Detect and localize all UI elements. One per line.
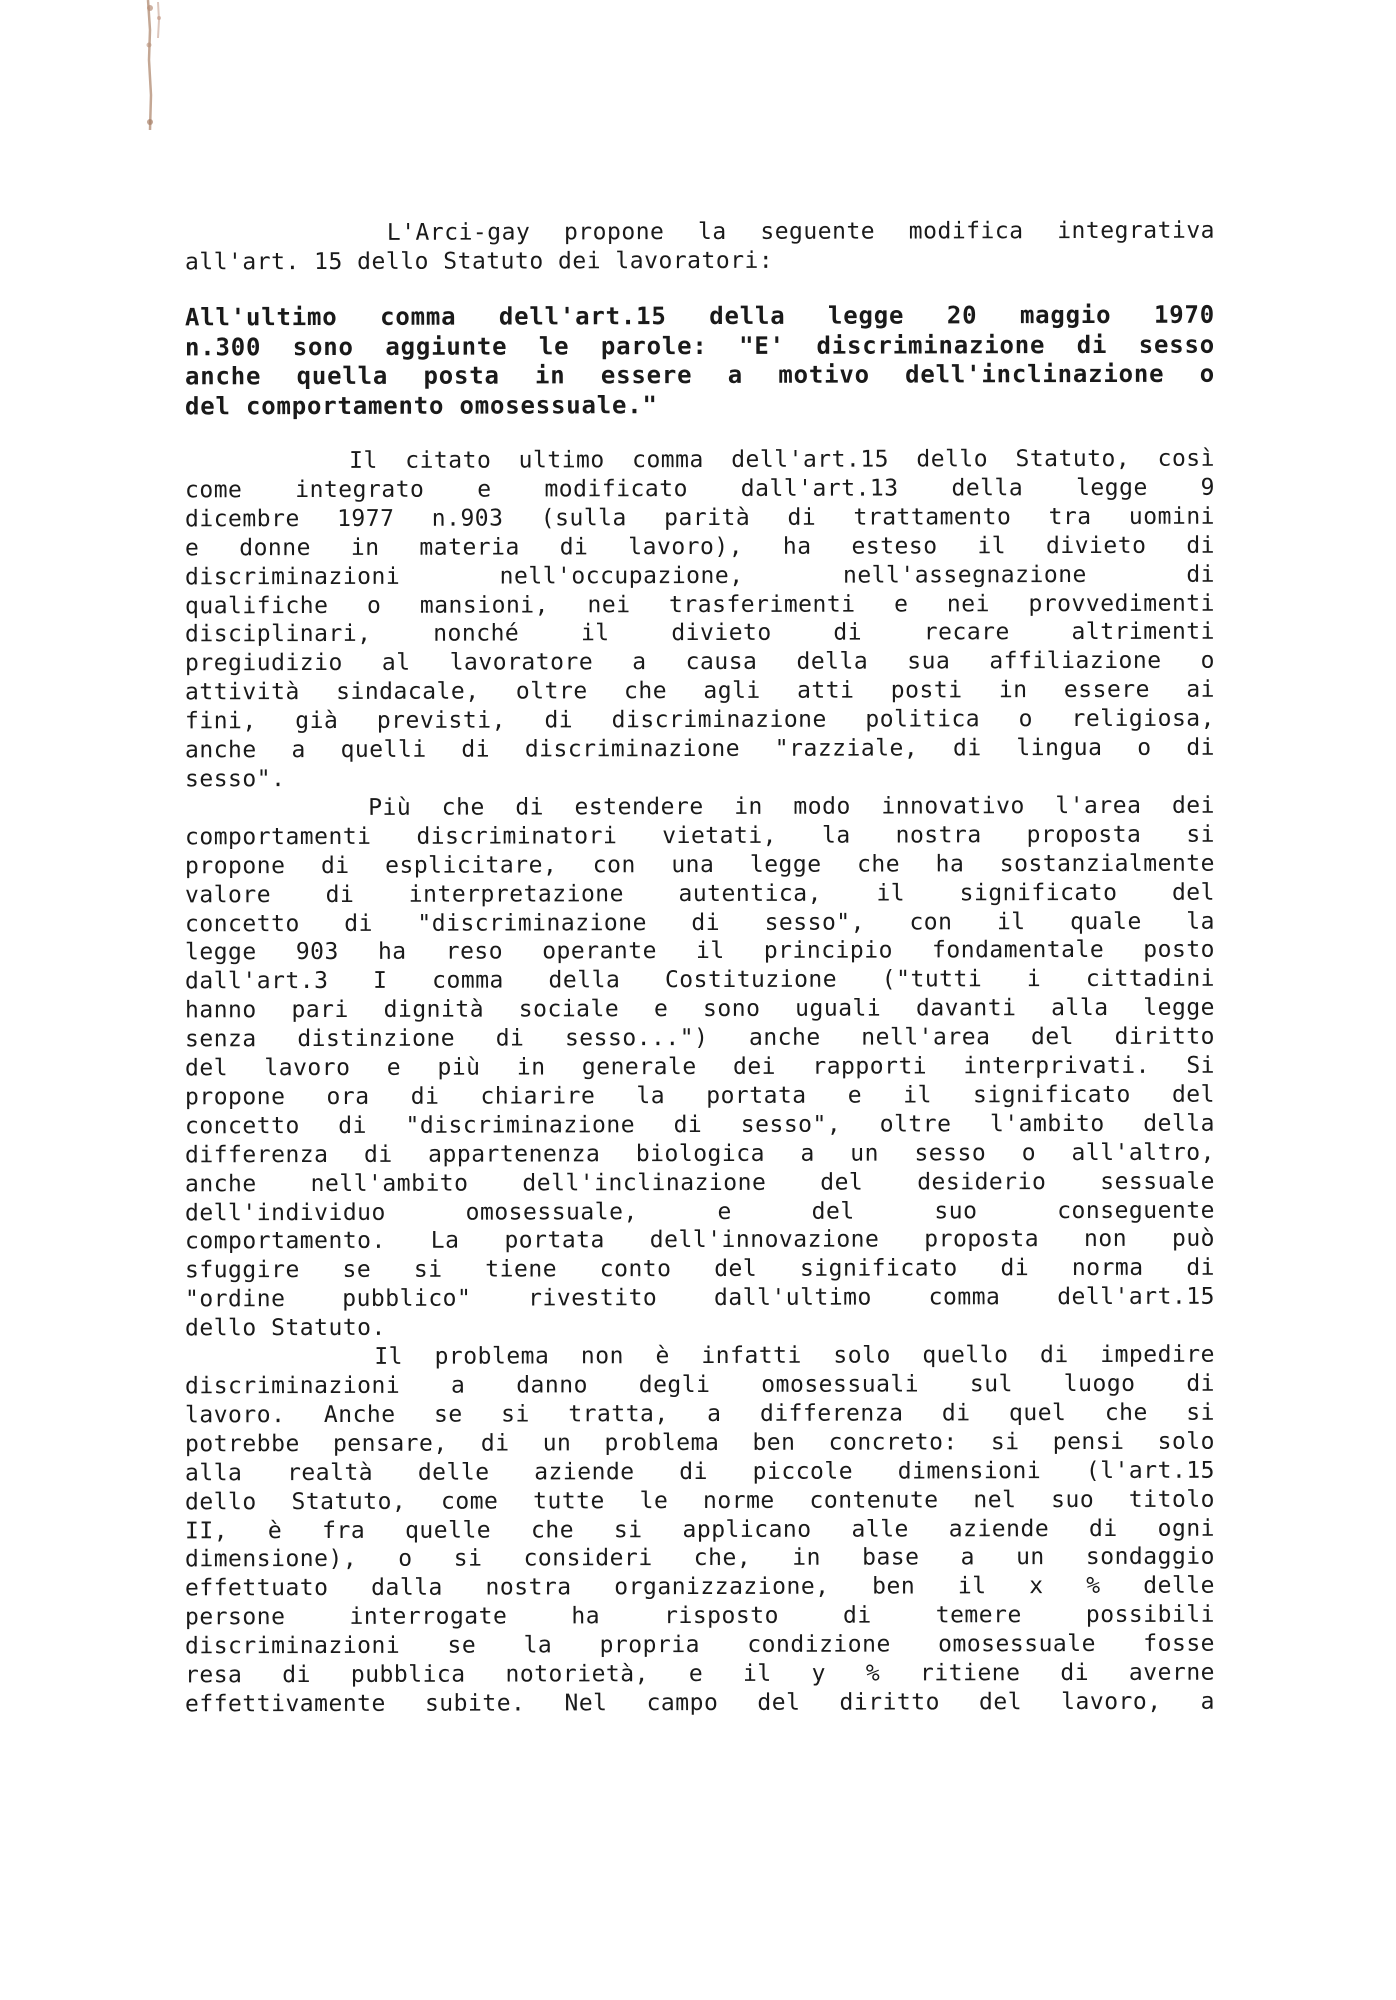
staple-rust-mark	[140, 0, 170, 140]
body-line: attività sindacale, oltre che agli atti posti in essere ai	[184, 676, 1216, 706]
body-line: Il problema non è infatti solo quello di impedire	[184, 1341, 1216, 1371]
body-line: come integrato e modificato dall'art.13 della legge 9	[184, 474, 1216, 504]
body-line: discriminazioni se la propria condizione omosessuale fosse	[184, 1630, 1216, 1660]
body-line: senza distinzione di sesso...") anche nell'area del diritto	[184, 1023, 1216, 1053]
intro-line: L'Arci-gay propone la seguente modifica integrativa	[184, 217, 1216, 247]
body-line: legge 903 ha reso operante il principio fondamentale posto	[184, 937, 1216, 966]
body-line: sfuggire se si tiene conto del significato di norma di	[184, 1255, 1216, 1284]
body-line: del lavoro e più in generale dei rapporti interprivati. Si	[184, 1052, 1216, 1082]
body-line: discriminazioni a danno degli omosessuali sul luogo di	[184, 1370, 1216, 1400]
body-line: lavoro. Anche se si tratta, a differenza di quel che si	[184, 1399, 1216, 1429]
body-line: propone ora di chiarire la portata e il significato del	[184, 1081, 1216, 1111]
body-line: e donne in materia di lavoro), ha esteso il divieto di	[184, 532, 1216, 562]
body-line: effettivamente subite. Nel campo del diritto del lavoro, a	[184, 1688, 1216, 1718]
body-line: "ordine pubblico" rivestito dall'ultimo comma dell'art.15	[184, 1283, 1216, 1313]
body-line: comportamenti discriminatori vietati, la nostra proposta si	[184, 821, 1216, 851]
body-line: dimensione), o si consideri che, in base a un sondaggio	[184, 1544, 1216, 1573]
amendment-line: n.300 sono aggiunte le parole: "E' discriminazione di sesso	[184, 330, 1216, 361]
body-line: dicembre 1977 n.903 (sulla parità di trattamento tra uomini	[184, 503, 1216, 533]
body-line: anche nell'ambito dell'inclinazione del desiderio sessuale	[184, 1168, 1216, 1198]
body-line: fini, già previsti, di discriminazione politica o religiosa,	[184, 705, 1216, 735]
body-line: alla realtà delle aziende di piccole dimensioni (l'art.15	[184, 1457, 1216, 1487]
amendment-text	[185, 302, 1215, 420]
body-line: propone di esplicitare, con una legge che ha sostanzialmente	[184, 850, 1216, 880]
body-line: persone interrogate ha risposto di temere possibili	[184, 1601, 1216, 1631]
body-line: potrebbe pensare, di un problema ben concreto: si pensi solo	[184, 1428, 1216, 1458]
body-line: qualifiche o mansioni, nei trasferimenti e nei provvedimenti	[184, 590, 1216, 619]
body-paragraphs	[185, 446, 1215, 1718]
body-line: dell'individuo omosessuale, e del suo conseguente	[184, 1197, 1216, 1226]
body-line: II, è fra quelle che si applicano alle aziende di ogni	[184, 1515, 1216, 1544]
amendment-line: anche quella posta in essere a motivo dell'inclinazione o	[184, 359, 1216, 391]
body-line: disciplinari, nonché il divieto di recare altrimenti	[184, 619, 1216, 648]
body-line: effettuato dalla nostra organizzazione, ben il x % delle	[184, 1572, 1216, 1602]
body-line: sesso".	[184, 766, 286, 793]
body-line: discriminazioni nell'occupazione, nell'assegnazione di	[184, 561, 1216, 590]
body-line: dall'art.3 I comma della Costituzione ("tutti i cittadini	[184, 965, 1216, 995]
body-line: Il citato ultimo comma dell'art.15 dello Statuto, così	[184, 445, 1216, 475]
body-line: comportamento. La portata dell'innovazione proposta non può	[184, 1226, 1216, 1255]
amendment-line: All'ultimo comma dell'art.15 della legge 20 maggio 1970	[184, 300, 1216, 332]
amendment-line: del comportamento omosessuale."	[184, 390, 658, 420]
body-line: dello Statuto.	[184, 1315, 386, 1342]
intro-line: all'art. 15 dello Statuto dei lavoratori:	[184, 247, 774, 276]
body-line: Più che di estendere in modo innovativo l'area dei	[184, 792, 1216, 822]
body-line: valore di interpretazione autentica, il significato del	[184, 879, 1216, 908]
body-line: concetto di "discriminazione di sesso", oltre l'ambito della	[184, 1110, 1216, 1140]
intro-paragraph	[185, 218, 1215, 276]
body-line: concetto di "discriminazione di sesso", con il quale la	[184, 908, 1216, 937]
body-line: differenza di appartenenza biologica a un sesso o all'altro,	[184, 1139, 1216, 1169]
body-line: hanno pari dignità sociale e sono uguali davanti alla legge	[184, 994, 1216, 1024]
body-line: resa di pubblica notorietà, e il y % ritiene di averne	[184, 1659, 1216, 1689]
body-line: anche a quelli di discriminazione "razziale, di lingua o di	[184, 734, 1216, 764]
body-line: pregiudizio al lavoratore a causa della sua affiliazione o	[184, 647, 1216, 677]
body-line: dello Statuto, come tutte le norme contenute nel suo titolo	[184, 1486, 1216, 1515]
